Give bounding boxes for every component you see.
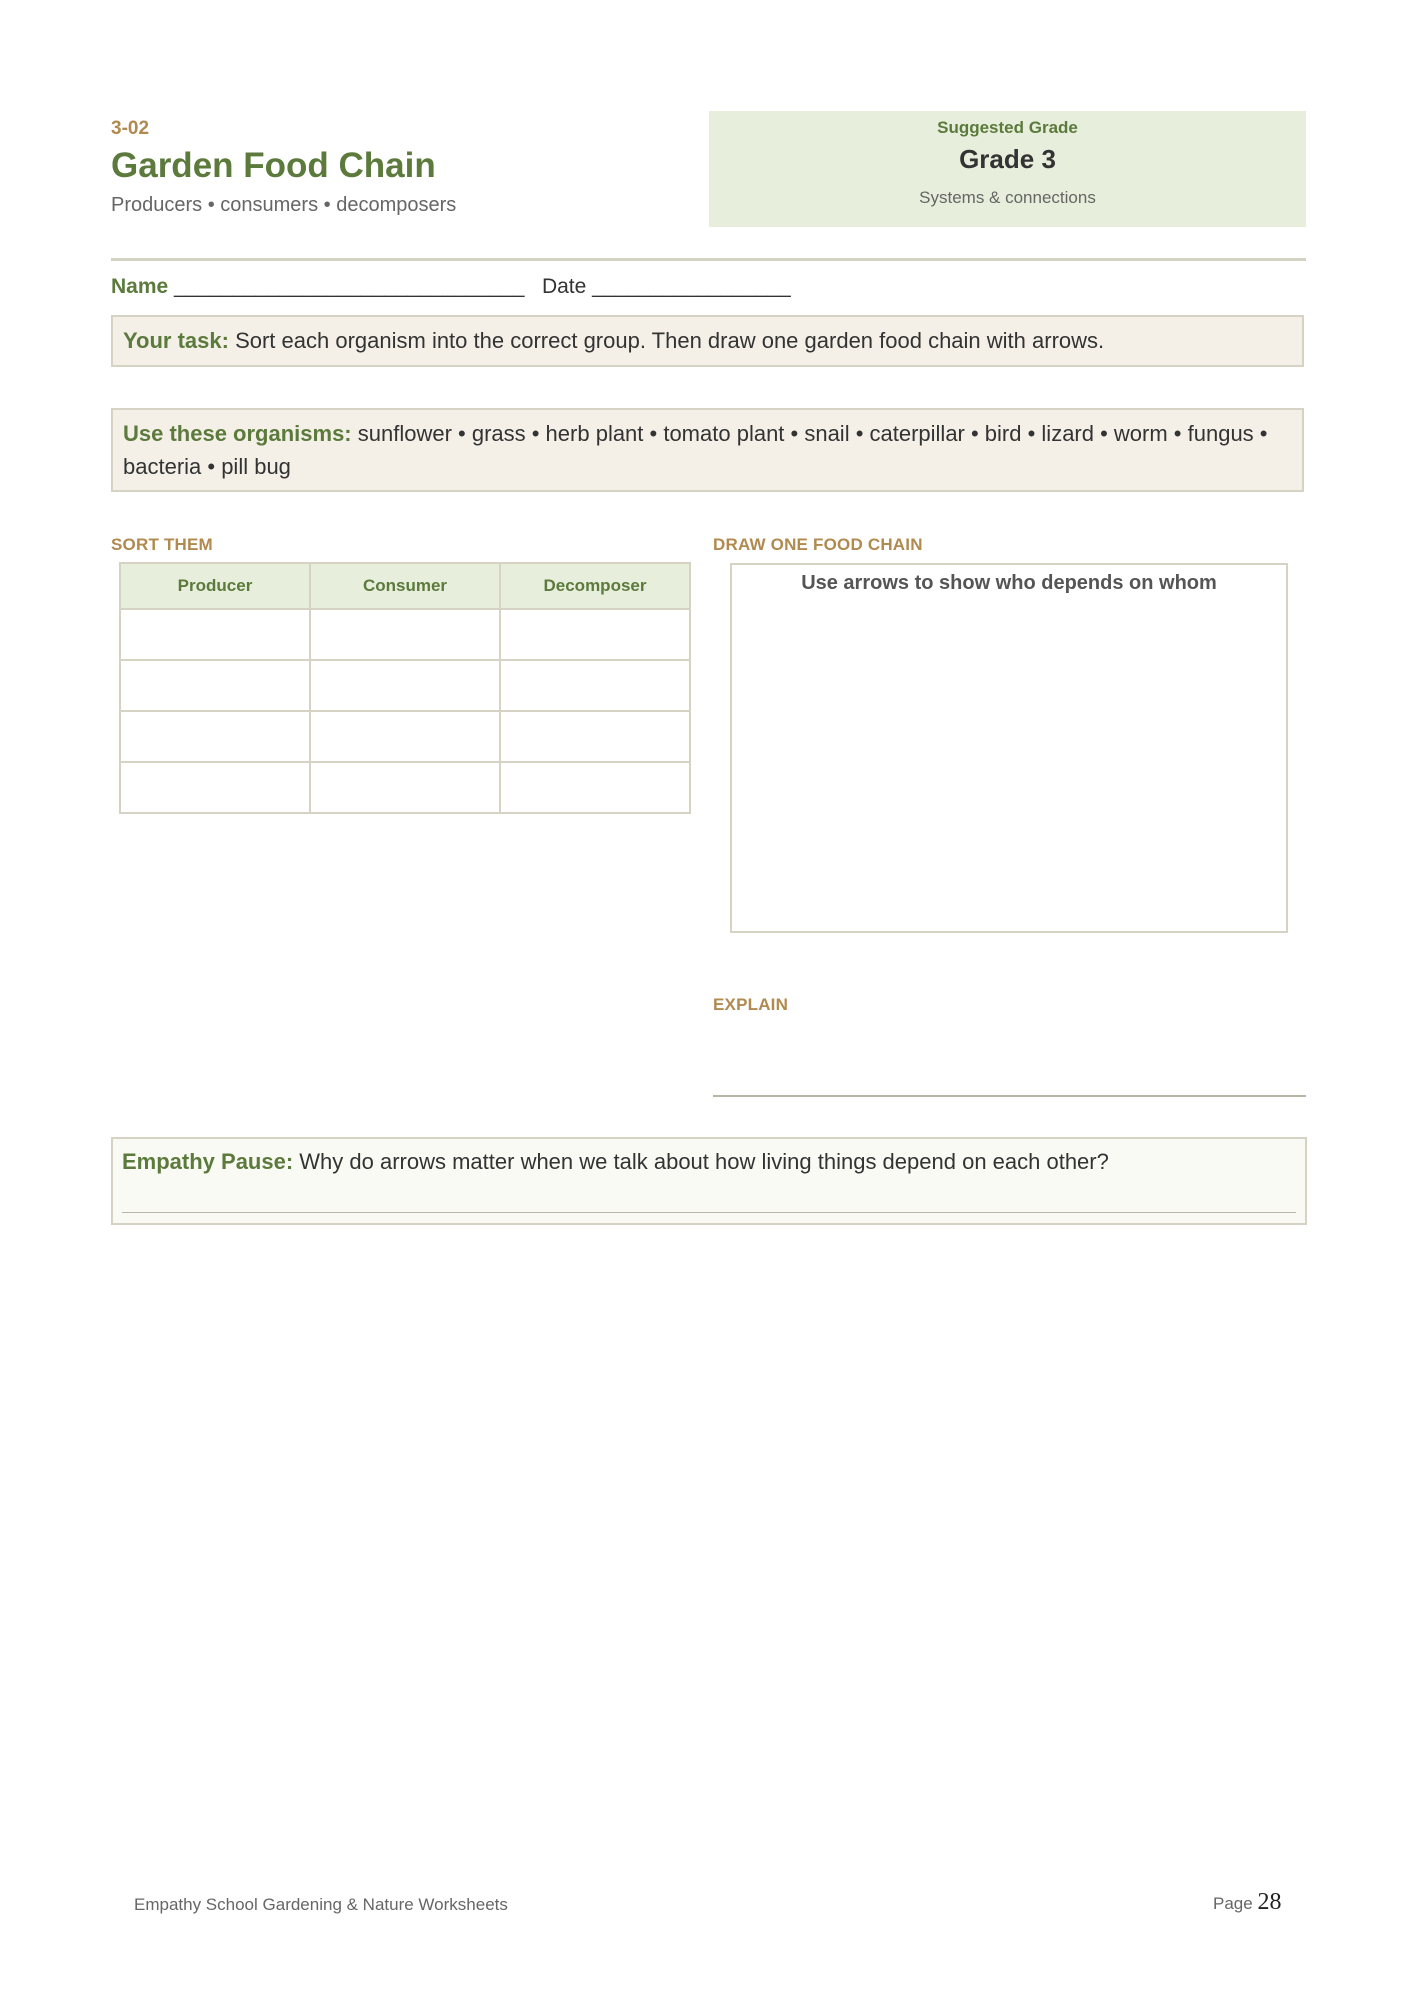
organisms-box [111, 408, 1304, 492]
empathy-text: Why do arrows matter when we talk about how living things depend on each other? [293, 1149, 1109, 1174]
header-divider [111, 258, 1306, 261]
column-decomposer: Decomposer [500, 563, 690, 609]
draw-heading: DRAW ONE FOOD CHAIN [713, 535, 923, 554]
answer-cell[interactable] [500, 660, 690, 711]
footer-series-title: Empathy School Gardening & Nature Worksheets [134, 1895, 508, 1914]
empathy-question [122, 1149, 1109, 1175]
page-label: Page [1213, 1894, 1253, 1913]
task-lead: Your task: [123, 328, 229, 353]
empathy-pause-box [111, 1137, 1307, 1225]
page-number-value: 28 [1257, 1889, 1282, 1915]
worksheet-code: 3-02 [111, 118, 150, 139]
name-blank[interactable]: ______________________________ [168, 275, 525, 298]
answer-cell[interactable] [310, 609, 500, 660]
table-row [120, 609, 690, 660]
date-blank[interactable]: _________________ [586, 275, 791, 298]
name-label: Name [111, 275, 169, 298]
table-row [120, 660, 690, 711]
grade-box [709, 111, 1306, 227]
answer-cell[interactable] [120, 660, 310, 711]
answer-cell[interactable] [500, 609, 690, 660]
answer-cell[interactable] [310, 711, 500, 762]
grade-topic: Systems & connections [919, 188, 1096, 207]
explain-heading: EXPLAIN [713, 995, 789, 1014]
grade-value: Grade 3 [959, 144, 1056, 174]
table-row [120, 762, 690, 813]
column-producer: Producer [120, 563, 310, 609]
page-subtitle: Producers • consumers • decomposers [111, 194, 457, 216]
answer-cell[interactable] [500, 711, 690, 762]
table-row [120, 711, 690, 762]
answer-cell[interactable] [120, 711, 310, 762]
task-box [111, 315, 1304, 367]
answer-cell[interactable] [120, 762, 310, 813]
grade-label: Suggested Grade [937, 118, 1078, 137]
answer-cell[interactable] [310, 660, 500, 711]
sort-heading: SORT THEM [111, 535, 213, 554]
date-label: Date [541, 275, 587, 298]
organisms-lead: Use these organisms: [123, 421, 352, 446]
task-text: Sort each organism into the correct group. Then draw one garden food chain with arrows. [228, 328, 1105, 353]
page-title: Garden Food Chain [111, 146, 436, 185]
answer-cell[interactable] [310, 762, 500, 813]
answer-cell[interactable] [120, 609, 310, 660]
page-number [1213, 1889, 1281, 1916]
explain-answer-line[interactable] [713, 1095, 1306, 1097]
column-consumer: Consumer [310, 563, 500, 609]
empathy-lead: Empathy Pause: [122, 1149, 294, 1174]
sort-table [119, 562, 691, 814]
food-chain-drawing-area[interactable] [730, 563, 1288, 933]
name-date-line [111, 275, 791, 299]
organisms-list: sunflower • grass • herb plant • tomato plant • snail • caterpillar • bird • lizard • worm • fungus • bacteria • pill bug [123, 421, 1268, 479]
draw-prompt: Use arrows to show who depends on whom [801, 572, 1217, 594]
empathy-answer-line[interactable] [122, 1212, 1296, 1213]
answer-cell[interactable] [500, 762, 690, 813]
